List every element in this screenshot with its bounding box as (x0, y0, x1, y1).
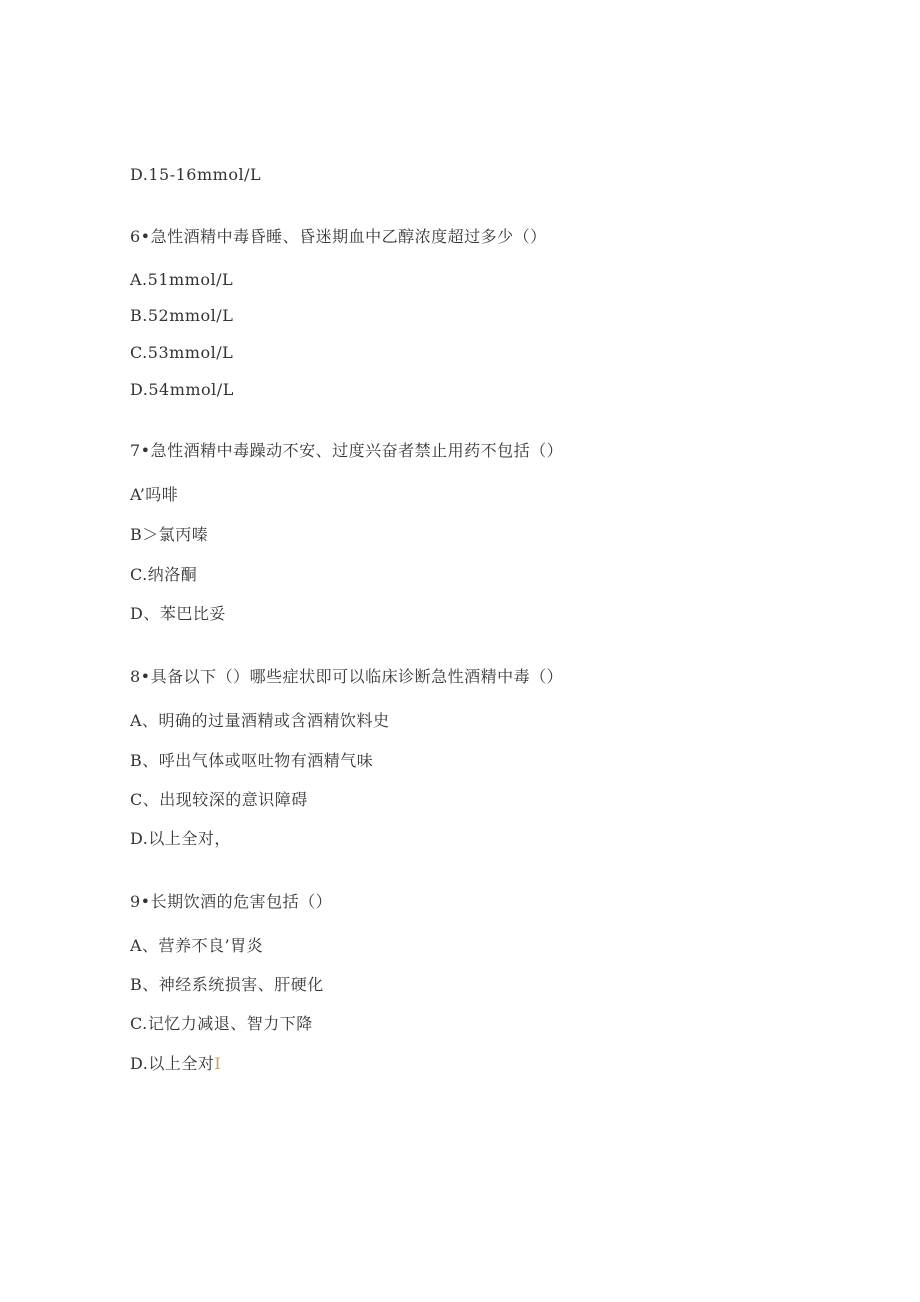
q7-option-a: A’吗啡 (130, 485, 179, 504)
q6-stem: 6•急性酒精中毒昏睡、昏迷期血中乙醇浓度超过多少（） (130, 227, 547, 246)
q9-option-a: A、营养不良’胃炎 (130, 936, 264, 955)
q7-option-c: C.纳洛酮 (130, 565, 198, 584)
q7-option-b: B＞氯丙嗪 (130, 525, 209, 544)
q8-option-a: A、明确的过量酒精或含酒精饮料史 (130, 711, 390, 730)
q9-option-c: C.记忆力减退、智力下降 (130, 1014, 313, 1033)
q5-option-d: D.15-16mmol/L (130, 165, 262, 184)
q9-option-d-mark: I (214, 1054, 222, 1073)
q9-option-d-text: D.以上全对 (130, 1054, 215, 1073)
q6-option-a: A.51mmol/L (130, 270, 234, 289)
q9-option-b: B、神经系统损害、肝硬化 (130, 975, 324, 994)
q8-option-c: C、出现较深的意识障碍 (130, 790, 308, 809)
q9-stem: 9•长期饮酒的危害包括（） (130, 892, 333, 911)
q9-option-d (130, 1054, 221, 1074)
q6-option-d: D.54mmol/L (130, 380, 234, 399)
q7-option-d: D、苯巴比妥 (130, 604, 226, 623)
q8-stem: 8•具备以下（）哪些症状即可以临床诊断急性酒精中毒（） (130, 667, 564, 686)
q6-option-c: C.53mmol/L (130, 343, 234, 362)
q8-option-b: B、呼出气体或呕吐物有酒精气味 (130, 751, 374, 770)
q8-option-d: D.以上全对， (130, 829, 231, 848)
q7-stem: 7•急性酒精中毒躁动不安、过度兴奋者禁止用药不包括（） (130, 441, 564, 460)
q6-option-b: B.52mmol/L (130, 306, 234, 325)
